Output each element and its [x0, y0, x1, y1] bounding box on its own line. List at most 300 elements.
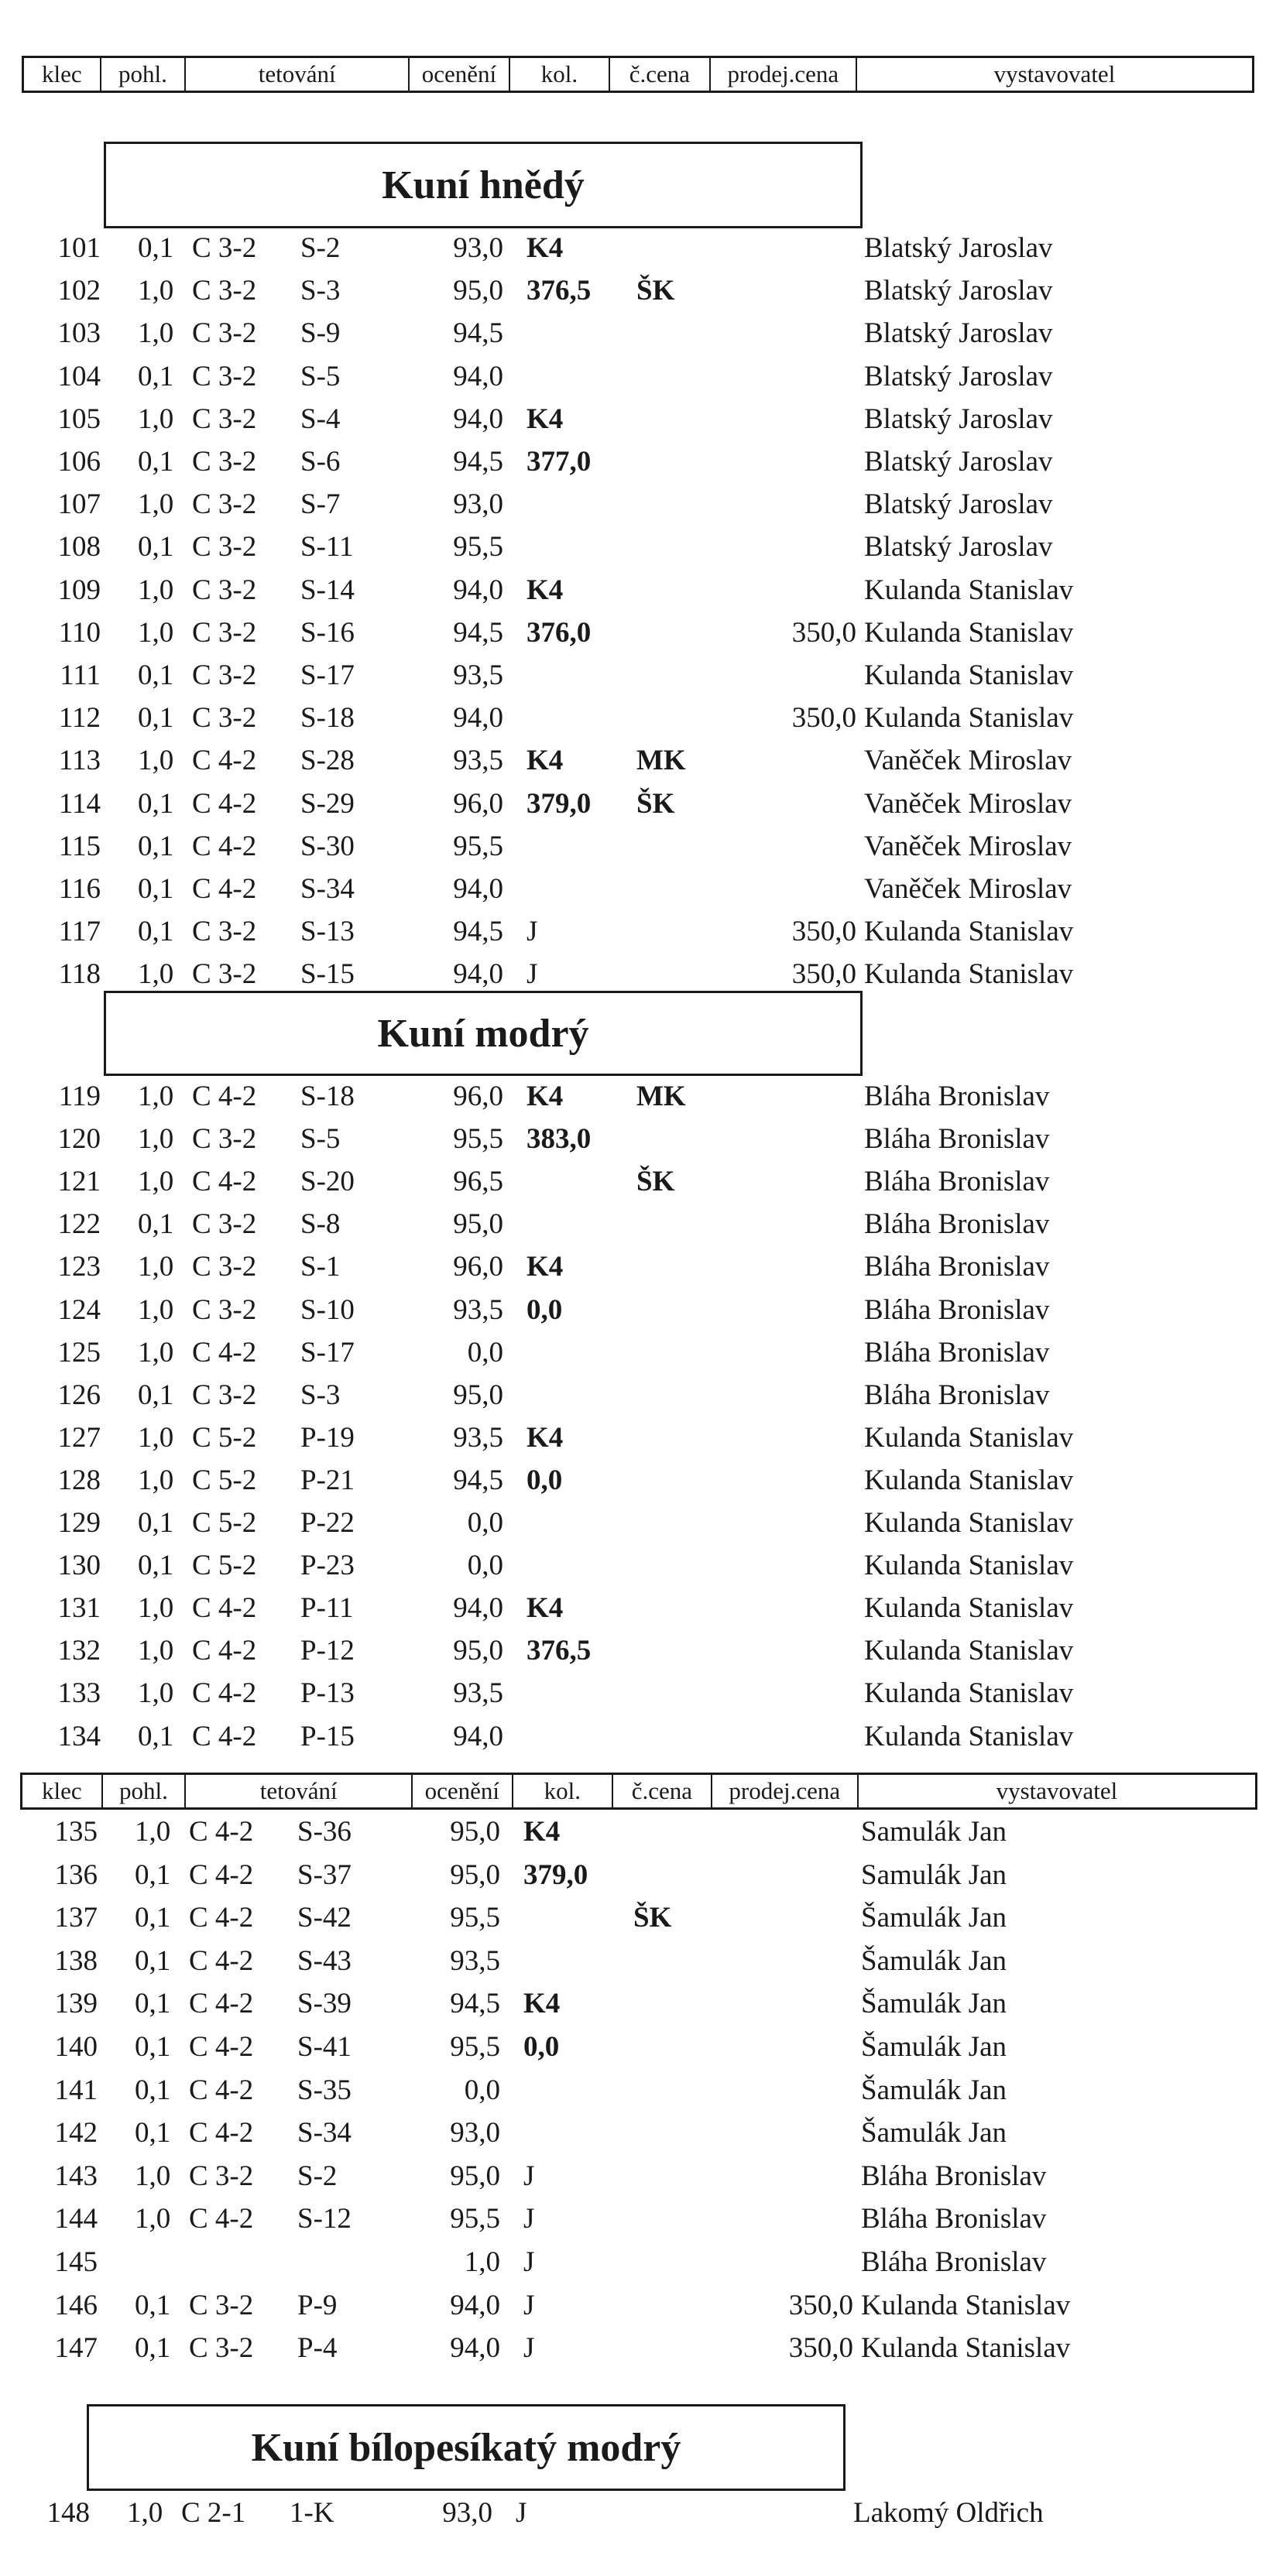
section-title-kuni-hnedy: Kuní hnědý: [104, 142, 863, 228]
cell-tattoo-class: C 4-2: [192, 1592, 257, 1625]
cell-tattoo-number: S-3: [300, 275, 341, 307]
cell-exhibitor: Šamulák Jan: [861, 1902, 1007, 1934]
cell-rating: 93,5: [453, 1677, 503, 1710]
cell-rating: 95,0: [453, 275, 503, 307]
cell-cage-number: 143: [54, 2160, 98, 2192]
cell-exhibitor: Kulanda Stanislav: [864, 1720, 1074, 1752]
cell-cage-number: 119: [58, 1081, 101, 1112]
cell-prize: MK: [636, 1081, 686, 1112]
cell-cage-number: 126: [57, 1379, 101, 1411]
cell-rating: 94,0: [453, 360, 503, 392]
cell-cage-number: 121: [57, 1166, 101, 1198]
cell-exhibitor: Bláha Bronislav: [864, 1123, 1050, 1156]
cell-sex: 0,1: [138, 531, 174, 564]
cell-tattoo-number: S-41: [297, 2031, 352, 2063]
cell-tattoo-class: C 4-2: [192, 1677, 257, 1710]
cell-tattoo-class: C 4-2: [189, 1944, 254, 1977]
cell-sex: 1,0: [138, 616, 174, 649]
cell-exhibitor: Šamulák Jan: [861, 2117, 1007, 2150]
cell-exhibitor: Vaněček Miroslav: [864, 830, 1072, 862]
cell-cage-number: 125: [57, 1336, 101, 1368]
cell-sex: 0,1: [138, 446, 174, 478]
cell-tattoo-number: S-9: [300, 317, 341, 350]
cell-prize: ŠK: [636, 275, 675, 307]
cell-tattoo-number: S-36: [297, 1816, 352, 1848]
cell-rating: 95,5: [453, 531, 503, 564]
table-header-repeat: [20, 1773, 1257, 1810]
table-row: [0, 2156, 1273, 2197]
cell-tattoo-class: C 3-2: [192, 659, 257, 691]
cell-tattoo-number: S-3: [300, 1379, 341, 1411]
cell-collection: K4: [527, 1081, 564, 1112]
cell-sex: 1,0: [138, 1293, 174, 1326]
cell-sale-price: 350,0: [788, 2289, 853, 2321]
table-row: [0, 1161, 1276, 1203]
cell-cage-number: 116: [58, 873, 101, 905]
cell-cage-number: 109: [57, 574, 101, 606]
cell-tattoo-class: C 3-2: [192, 275, 257, 307]
cell-tattoo-number: S-8: [300, 1208, 341, 1241]
cell-tattoo-number: S-11: [300, 531, 354, 564]
cell-sex: 1,0: [138, 1336, 174, 1368]
cell-tattoo-number: S-7: [300, 488, 341, 521]
cell-prize: ŠK: [636, 787, 675, 820]
cell-tattoo-number: S-4: [300, 402, 341, 435]
cell-exhibitor: Kulanda Stanislav: [864, 574, 1074, 606]
cell-tattoo-class: C 3-2: [192, 317, 257, 350]
cell-collection: J: [523, 2160, 535, 2192]
cell-exhibitor: Bláha Bronislav: [864, 1208, 1050, 1241]
cell-rating: 94,0: [453, 1720, 503, 1752]
header-tetovani: tetování: [186, 1775, 413, 1807]
cell-sex: 1,0: [127, 2497, 163, 2529]
cell-exhibitor: Kulanda Stanislav: [864, 616, 1074, 649]
cell-tattoo-class: C 3-2: [192, 402, 257, 435]
cell-cage-number: 108: [57, 531, 101, 564]
cell-exhibitor: Vaněček Miroslav: [864, 745, 1072, 777]
cell-sex: 0,1: [138, 659, 174, 691]
table-row: [0, 826, 1276, 868]
cell-tattoo-number: P-23: [300, 1550, 355, 1582]
table-row: [0, 526, 1276, 568]
cell-sex: 0,1: [138, 873, 174, 905]
cell-cage-number: 118: [58, 958, 101, 991]
cell-tattoo-class: C 5-2: [192, 1421, 257, 1454]
header-pohl: pohl.: [103, 1775, 187, 1807]
header-c-cena: č.cena: [613, 1775, 712, 1807]
cell-collection: J: [523, 2289, 535, 2321]
cell-cage-number: 135: [54, 1816, 98, 1848]
cell-cage-number: 117: [58, 916, 101, 948]
cell-rating: 93,5: [453, 1421, 503, 1454]
cell-rating: 96,0: [453, 787, 503, 820]
header-oceneni: ocenění: [413, 1775, 513, 1807]
cell-collection: K4: [527, 1251, 564, 1283]
cell-collection: 376,5: [527, 1635, 592, 1667]
cell-tattoo-number: S-14: [300, 574, 355, 606]
cell-rating: 0,0: [467, 1507, 503, 1539]
cell-exhibitor: Bláha Bronislav: [864, 1081, 1050, 1112]
cell-sex: 0,1: [135, 1858, 171, 1891]
cell-tattoo-class: C 3-2: [189, 2332, 254, 2365]
table-row: [0, 2112, 1273, 2154]
table-row: [0, 1246, 1276, 1288]
cell-rating: 94,0: [453, 873, 503, 905]
cell-tattoo-class: C 3-2: [192, 488, 257, 521]
cell-tattoo-class: C 3-2: [192, 616, 257, 649]
table-row: [0, 356, 1276, 398]
cell-cage-number: 148: [46, 2497, 90, 2529]
cell-sex: 1,0: [138, 1251, 174, 1283]
cell-tattoo-number: S-30: [300, 830, 355, 862]
cell-tattoo-class: C 4-2: [189, 2203, 254, 2235]
cell-tattoo-class: C 4-2: [192, 830, 257, 862]
cell-tattoo-number: S-43: [297, 1944, 352, 1977]
table-row: [0, 2198, 1273, 2240]
cell-exhibitor: Lakomý Oldřich: [853, 2497, 1044, 2529]
cell-tattoo-class: C 4-2: [189, 2117, 254, 2150]
cell-tattoo-number: P-4: [297, 2332, 338, 2365]
cell-collection: 377,0: [527, 446, 592, 478]
cell-cage-number: 122: [57, 1208, 101, 1241]
cell-sex: 1,0: [138, 1592, 174, 1625]
cell-rating: 93,0: [453, 232, 503, 264]
cell-cage-number: 105: [57, 402, 101, 435]
cell-exhibitor: Kulanda Stanislav: [864, 1464, 1074, 1496]
table-header: [22, 56, 1254, 93]
cell-tattoo-number: P-9: [297, 2289, 338, 2321]
cell-rating: 95,0: [450, 1816, 500, 1848]
table-row: [0, 484, 1276, 526]
cell-cage-number: 134: [57, 1720, 101, 1752]
cell-exhibitor: Bláha Bronislav: [864, 1336, 1050, 1368]
cell-cage-number: 147: [54, 2332, 98, 2365]
table-row: [0, 1983, 1273, 2025]
cell-rating: 94,5: [453, 446, 503, 478]
cell-exhibitor: Bláha Bronislav: [864, 1166, 1050, 1198]
table-row: [0, 1673, 1276, 1714]
cell-cage-number: 112: [58, 702, 101, 735]
cell-exhibitor: Kulanda Stanislav: [864, 1635, 1074, 1667]
cell-exhibitor: Samulák Jan: [861, 1858, 1007, 1891]
header-c-cena: č.cena: [610, 58, 711, 91]
cell-sex: 1,0: [138, 402, 174, 435]
cell-tattoo-number: S-16: [300, 616, 355, 649]
cell-tattoo-number: P-19: [300, 1421, 355, 1454]
cell-tattoo-class: C 4-2: [192, 1336, 257, 1368]
table-row: [0, 2242, 1273, 2283]
cell-collection: J: [516, 2497, 527, 2529]
cell-collection: 379,0: [523, 1858, 588, 1891]
cell-tattoo-class: C 5-2: [192, 1507, 257, 1539]
cell-cage-number: 141: [54, 2074, 98, 2106]
cell-tattoo-class: C 3-2: [192, 574, 257, 606]
section-title-kuni-modry: Kuní modrý: [104, 991, 863, 1076]
cell-exhibitor: Bláha Bronislav: [861, 2160, 1047, 2192]
cell-sale-price: 350,0: [791, 958, 856, 991]
cell-cage-number: 110: [58, 616, 101, 649]
cell-tattoo-class: C 4-2: [189, 1902, 254, 1934]
table-row: [0, 1811, 1273, 1853]
cell-tattoo-class: C 3-2: [192, 702, 257, 735]
cell-cage-number: 139: [54, 1988, 98, 2020]
cell-tattoo-class: C 3-2: [189, 2160, 254, 2192]
cell-tattoo-number: S-37: [297, 1858, 352, 1891]
cell-tattoo-class: C 5-2: [192, 1464, 257, 1496]
cell-exhibitor: Blatský Jaroslav: [864, 402, 1053, 435]
cell-rating: 93,5: [450, 1944, 500, 1977]
cell-tattoo-class: C 4-2: [192, 1720, 257, 1752]
header-kol: kol.: [513, 1775, 614, 1807]
cell-collection: K4: [527, 232, 564, 264]
table-row: [0, 954, 1276, 995]
cell-tattoo-number: S-17: [300, 659, 355, 691]
cell-tattoo-number: S-39: [297, 1988, 352, 2020]
cell-collection: 376,5: [527, 275, 592, 307]
cell-sex: 0,1: [138, 232, 174, 264]
cell-tattoo-class: C 4-2: [192, 873, 257, 905]
cell-collection: J: [523, 2246, 535, 2278]
table-row: [0, 783, 1276, 825]
cell-cage-number: 129: [57, 1507, 101, 1539]
table-row: [0, 1941, 1273, 1982]
cell-exhibitor: Bláha Bronislav: [861, 2246, 1047, 2278]
cell-sex: 1,0: [135, 2160, 171, 2192]
cell-sex: 1,0: [138, 1081, 174, 1112]
cell-sex: 0,1: [135, 2074, 171, 2106]
cell-sex: 0,1: [135, 2117, 171, 2150]
table-row: [0, 911, 1276, 953]
cell-tattoo-class: C 4-2: [189, 1858, 254, 1891]
cell-exhibitor: Bláha Bronislav: [864, 1379, 1050, 1411]
cell-cage-number: 120: [57, 1123, 101, 1156]
cell-tattoo-number: S-5: [300, 360, 341, 392]
header-prodej-cena: prodej.cena: [712, 1775, 859, 1807]
table-row: [0, 1204, 1276, 1245]
cell-rating: 0,0: [467, 1550, 503, 1582]
table-row: [0, 2070, 1273, 2112]
cell-rating: 94,0: [453, 702, 503, 735]
cell-rating: 95,0: [453, 1635, 503, 1667]
cell-tattoo-class: C 3-2: [192, 1123, 257, 1156]
cell-sex: 0,1: [135, 1988, 171, 2020]
cell-cage-number: 102: [57, 275, 101, 307]
cell-sale-price: 350,0: [788, 2332, 853, 2365]
table-row: [0, 1502, 1276, 1544]
cell-tattoo-number: S-2: [300, 232, 341, 264]
cell-tattoo-class: C 3-2: [192, 1208, 257, 1241]
cell-exhibitor: Kulanda Stanislav: [861, 2289, 1071, 2321]
cell-exhibitor: Kulanda Stanislav: [864, 1507, 1074, 1539]
cell-cage-number: 101: [57, 232, 101, 264]
cell-tattoo-number: S-13: [300, 916, 355, 948]
cell-rating: 93,5: [453, 659, 503, 691]
cell-cage-number: 128: [57, 1464, 101, 1496]
cell-exhibitor: Šamulák Jan: [861, 1944, 1007, 1977]
cell-collection: K4: [527, 402, 564, 435]
cell-tattoo-number: S-35: [297, 2074, 352, 2106]
cell-rating: 0,0: [467, 1336, 503, 1368]
cell-rating: 93,0: [453, 488, 503, 521]
cell-rating: 93,0: [450, 2117, 500, 2150]
table-row: [0, 1630, 1276, 1672]
cell-cage-number: 115: [58, 830, 101, 862]
cell-collection: J: [527, 916, 538, 948]
cell-cage-number: 124: [57, 1293, 101, 1326]
cell-sex: 0,1: [138, 1208, 174, 1241]
cell-tattoo-number: P-22: [300, 1507, 355, 1539]
cell-exhibitor: Kulanda Stanislav: [864, 1677, 1074, 1710]
cell-sex: 0,1: [135, 1944, 171, 1977]
cell-tattoo-class: C 3-2: [192, 1293, 257, 1326]
table-row: [0, 1855, 1273, 1896]
cell-rating: 95,0: [453, 1379, 503, 1411]
table-row: [0, 1076, 1276, 1118]
cell-sex: 1,0: [138, 1677, 174, 1710]
cell-tattoo-class: C 2-1: [181, 2497, 246, 2529]
cell-exhibitor: Kulanda Stanislav: [864, 1421, 1074, 1454]
cell-collection: K4: [527, 574, 564, 606]
cell-exhibitor: Blatský Jaroslav: [864, 232, 1053, 264]
cell-cage-number: 145: [54, 2246, 98, 2278]
cell-prize: MK: [636, 745, 686, 777]
cell-sex: 1,0: [138, 1421, 174, 1454]
cell-tattoo-number: P-13: [300, 1677, 355, 1710]
cell-sex: 1,0: [138, 574, 174, 606]
cell-exhibitor: Blatský Jaroslav: [864, 446, 1053, 478]
cell-sale-price: 350,0: [791, 916, 856, 948]
cell-cage-number: 130: [57, 1550, 101, 1582]
cell-exhibitor: Kulanda Stanislav: [864, 916, 1074, 948]
cell-rating: 94,0: [453, 958, 503, 991]
cell-cage-number: 113: [58, 745, 101, 777]
cell-exhibitor: Kulanda Stanislav: [864, 1592, 1074, 1625]
cell-cage-number: 127: [57, 1421, 101, 1454]
cell-rating: 94,5: [450, 1988, 500, 2020]
cell-cage-number: 123: [57, 1251, 101, 1283]
cell-sex: 1,0: [138, 488, 174, 521]
table-row: [0, 1417, 1276, 1459]
cell-prize: ŠK: [633, 1902, 672, 1934]
table-row: [0, 697, 1276, 739]
header-klec: klec: [22, 1775, 103, 1807]
table-row: [0, 570, 1276, 611]
cell-rating: 95,0: [450, 1858, 500, 1891]
cell-collection: J: [523, 2203, 535, 2235]
cell-tattoo-number: P-15: [300, 1720, 355, 1752]
cell-sex: 0,1: [135, 2332, 171, 2365]
cell-sex: 1,0: [138, 275, 174, 307]
cell-cage-number: 131: [57, 1592, 101, 1625]
table-row: [0, 441, 1276, 483]
cell-collection: K4: [527, 745, 564, 777]
cell-sex: 0,1: [138, 1720, 174, 1752]
cell-tattoo-number: S-34: [300, 873, 355, 905]
cell-tattoo-class: C 3-2: [192, 958, 257, 991]
cell-sex: 0,1: [138, 916, 174, 948]
table-row: [0, 868, 1276, 910]
cell-exhibitor: Blatský Jaroslav: [864, 360, 1053, 392]
cell-rating: 94,5: [453, 916, 503, 948]
cell-sex: 1,0: [138, 317, 174, 350]
cell-sex: 1,0: [138, 1166, 174, 1198]
cell-cage-number: 111: [60, 659, 101, 691]
cell-exhibitor: Kulanda Stanislav: [864, 702, 1074, 735]
cell-exhibitor: Kulanda Stanislav: [861, 2332, 1071, 2365]
cell-rating: 94,5: [453, 616, 503, 649]
cell-exhibitor: Samulák Jan: [861, 1816, 1007, 1848]
cell-cage-number: 132: [57, 1635, 101, 1667]
header-oceneni: ocenění: [410, 58, 510, 91]
cell-collection: 0,0: [527, 1293, 563, 1326]
cell-exhibitor: Vaněček Miroslav: [864, 873, 1072, 905]
cell-rating: 96,0: [453, 1081, 503, 1112]
cell-tattoo-class: C 3-2: [192, 531, 257, 564]
cell-exhibitor: Blatský Jaroslav: [864, 488, 1053, 521]
cell-tattoo-number: S-1: [300, 1251, 341, 1283]
header-vystavovatel: vystavovatel: [996, 1777, 1118, 1804]
cell-exhibitor: Šamulák Jan: [861, 2031, 1007, 2063]
header-klec: klec: [24, 58, 101, 91]
table-row: [0, 2492, 1265, 2534]
cell-tattoo-number: S-18: [300, 702, 355, 735]
table-row: [0, 1332, 1276, 1374]
cell-exhibitor: Blatský Jaroslav: [864, 275, 1053, 307]
cell-sex: 0,1: [138, 787, 174, 820]
cell-exhibitor: Šamulák Jan: [861, 1988, 1007, 2020]
cell-sale-price: 350,0: [791, 616, 856, 649]
table-row: [0, 655, 1276, 697]
cell-exhibitor: Blatský Jaroslav: [864, 317, 1053, 350]
cell-cage-number: 138: [54, 1944, 98, 1977]
cell-exhibitor: Kulanda Stanislav: [864, 958, 1074, 991]
table-row: [0, 2026, 1273, 2068]
cell-rating: 96,5: [453, 1166, 503, 1198]
cell-tattoo-number: 1-K: [290, 2497, 334, 2529]
cell-rating: 95,5: [450, 2031, 500, 2063]
header-vystavovatel: vystavovatel: [993, 60, 1116, 87]
cell-tattoo-number: S-20: [300, 1166, 355, 1198]
cell-tattoo-class: C 4-2: [192, 787, 257, 820]
cell-collection: K4: [527, 1421, 564, 1454]
cell-tattoo-class: C 4-2: [189, 2074, 254, 2106]
cell-rating: 95,5: [450, 2203, 500, 2235]
cell-sex: 0,1: [138, 360, 174, 392]
cell-sex: 0,1: [138, 1550, 174, 1582]
cell-collection: 383,0: [527, 1123, 592, 1156]
cell-tattoo-class: C 4-2: [192, 745, 257, 777]
cell-sex: 0,1: [138, 1379, 174, 1411]
cell-tattoo-number: S-17: [300, 1336, 355, 1368]
cell-cage-number: 146: [54, 2289, 98, 2321]
cell-sex: 1,0: [138, 1123, 174, 1156]
cell-tattoo-number: P-21: [300, 1464, 355, 1496]
cell-exhibitor: Blatský Jaroslav: [864, 531, 1053, 564]
header-prodej-cena: prodej.cena: [711, 58, 857, 91]
cell-tattoo-number: S-15: [300, 958, 355, 991]
cell-sex: 0,1: [135, 2289, 171, 2321]
cell-rating: 93,5: [453, 1293, 503, 1326]
table-row: [0, 313, 1276, 355]
cell-tattoo-number: S-12: [297, 2203, 352, 2235]
cell-rating: 93,0: [442, 2497, 492, 2529]
cell-tattoo-number: S-29: [300, 787, 355, 820]
cell-tattoo-number: S-2: [297, 2160, 338, 2192]
cell-tattoo-number: P-11: [300, 1592, 354, 1625]
cell-collection: 0,0: [527, 1464, 563, 1496]
table-row: [0, 1375, 1276, 1416]
cell-sex: 0,1: [135, 2031, 171, 2063]
